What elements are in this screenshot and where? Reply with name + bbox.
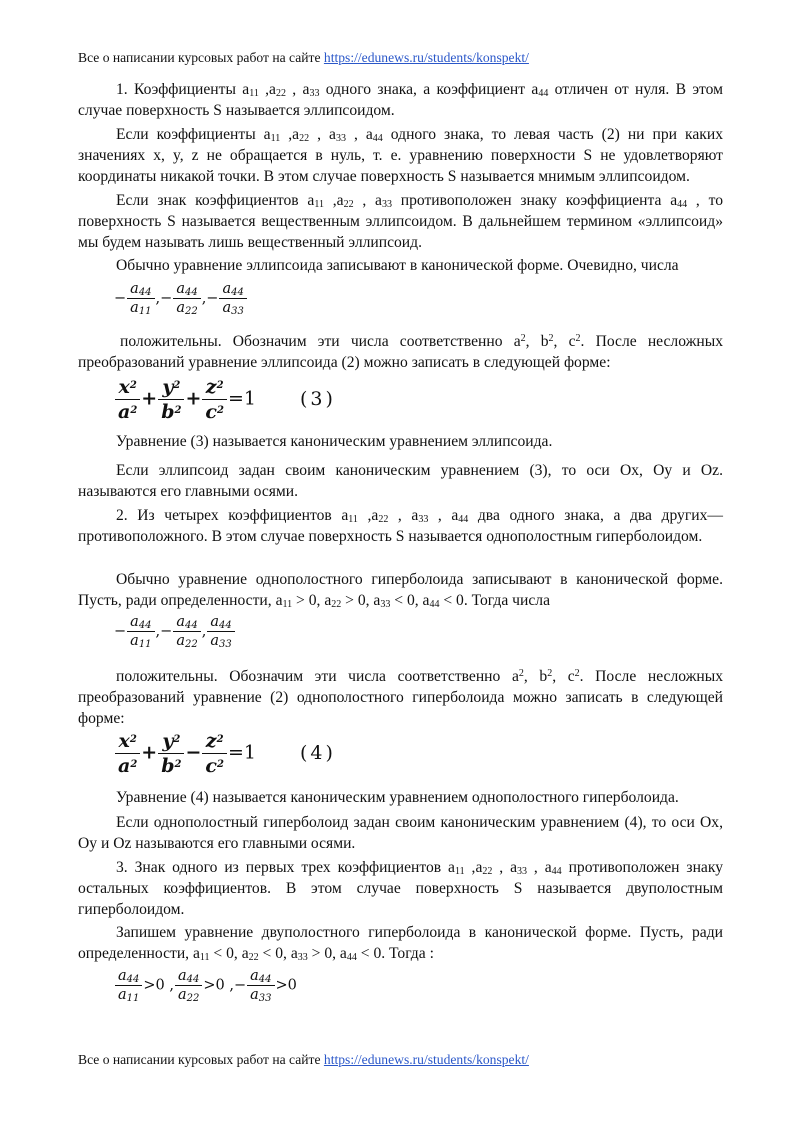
operator: + xyxy=(141,387,158,410)
subscript: 22 xyxy=(343,199,354,210)
subscript: 22 xyxy=(275,88,286,99)
numerator: $a_{44}$ xyxy=(115,968,142,986)
subscript: 33 xyxy=(517,866,528,877)
fraction xyxy=(158,376,184,423)
numerator: $a_{44}$ xyxy=(173,281,200,299)
text-run: Обычно уравнение однополостного гиперболоида записывают в канонической форме. Пусть, ради определенности, a xyxy=(78,571,723,609)
text-run: < 0, a xyxy=(209,945,249,962)
text-run: ,a xyxy=(258,81,276,98)
denominator: $a_{22}$ xyxy=(177,987,200,1004)
denominator: $a_{11}$ xyxy=(130,300,152,317)
operator: − xyxy=(185,741,202,764)
text-run: < 0, a xyxy=(258,945,298,962)
header-text: Все о написании курсовых работ на сайте xyxy=(78,50,324,65)
footer-link[interactable]: https://edunews.ru/students/konspekt/ xyxy=(323,1052,529,1067)
superscript: 2 xyxy=(518,668,524,679)
text-run: . После несложных преобразований уравнение эллипсоида (2) можно записать в следующей форме: xyxy=(78,333,723,371)
numerator: $y^2$ xyxy=(158,730,184,754)
subscript: 22 xyxy=(248,952,259,963)
text-run: Запишем уравнение двуполостного гиперболоида в канонической форме. Пусть, ради определенности, a xyxy=(78,924,723,962)
equation-number: (4) xyxy=(299,741,336,764)
equation-3 xyxy=(114,376,336,423)
subscript: 11 xyxy=(270,133,281,144)
subscript: 22 xyxy=(331,599,342,610)
paragraph-7: Если эллипсоид задан своим каноническим уравнением (3), то оси Ox, Oy и Oz. называются его главными осями. xyxy=(78,462,723,500)
subscript: 44 xyxy=(429,599,440,610)
equation-4 xyxy=(114,730,336,777)
fraction xyxy=(173,281,200,316)
paragraph-13 xyxy=(78,857,723,920)
subscript: 33 xyxy=(297,952,308,963)
denominator: $a_{22}$ xyxy=(176,300,198,317)
text-run: , a xyxy=(353,192,382,209)
text-run: > 0, a xyxy=(307,945,347,962)
text-run: , a xyxy=(309,126,336,143)
operator: >0 xyxy=(275,977,297,994)
denominator: $a_{11}$ xyxy=(130,633,152,650)
text-run: противоположен знаку остальных коэффициентов. В этом случае поверхность S называется двуполостным гиперболоидом. xyxy=(78,859,723,918)
denominator: $a_{22}$ xyxy=(176,633,198,650)
denominator: $b^2$ xyxy=(161,401,182,423)
operator: >0 , xyxy=(143,977,174,994)
text-run: отличен от нуля. В этом случае поверхность S называется эллипсоидом. xyxy=(78,81,723,119)
subscript: 11 xyxy=(199,952,210,963)
text-run: , a xyxy=(345,126,373,143)
numerator: $a_{44}$ xyxy=(175,968,202,986)
subscript: 33 xyxy=(381,199,392,210)
numerator: $x^2$ xyxy=(115,730,140,754)
paragraph-2 xyxy=(78,124,723,187)
operator: + xyxy=(185,387,202,410)
operator: − xyxy=(114,290,127,307)
footer-text: Все о написании курсовых работ на сайте xyxy=(78,1052,324,1067)
fraction xyxy=(175,968,202,1003)
text-run: , c xyxy=(552,668,575,685)
denominator: $b^2$ xyxy=(161,755,182,777)
fraction xyxy=(115,968,142,1003)
text-run: два одного знака, а два других—противоположного. В этом случае поверхность S называется однополостным гиперболоидом. xyxy=(78,507,723,545)
fraction-list-2 xyxy=(114,614,236,649)
denominator: $a_{33}$ xyxy=(222,300,244,317)
paragraph-3 xyxy=(78,190,723,253)
text-run: ,a xyxy=(324,192,344,209)
paragraph-11: Уравнение (4) называется каноническим уравнением однополостного гиперболоида. xyxy=(116,789,679,806)
paragraph-12: Если однополостный гиперболоид задан своим каноническим уравнением (4), то оси Ox, Oy и Oz называются его главными осями. xyxy=(78,814,723,852)
subscript: 11 xyxy=(282,599,293,610)
text-run: 3. Знак одного из первых трех коэффициентов a xyxy=(116,859,455,876)
numerator: $z^2$ xyxy=(202,376,227,400)
fraction xyxy=(127,614,154,649)
subscript: 44 xyxy=(346,952,357,963)
numerator: $z^2$ xyxy=(202,730,227,754)
text-run: Если коэффициенты a xyxy=(116,126,271,143)
equation-rhs: =1 xyxy=(227,387,256,410)
text-run: 1. Коэффициенты a xyxy=(116,81,250,98)
paragraph-9 xyxy=(78,569,723,611)
text-run: > 0, a xyxy=(292,592,332,609)
text-run: ,a xyxy=(464,859,483,876)
denominator: $c^2$ xyxy=(205,755,224,777)
subscript: 11 xyxy=(314,199,324,210)
text-run: < 0. Тогда : xyxy=(356,945,434,962)
fraction xyxy=(207,614,234,649)
subscript: 33 xyxy=(309,88,320,99)
text-run: положительны. Обозначим эти числа соответственно a xyxy=(116,668,519,685)
text-run: Если знак коэффициентов a xyxy=(116,192,315,209)
text-run: одного знака, а коэффициент a xyxy=(319,81,539,98)
subscript: 22 xyxy=(482,866,493,877)
paragraph-1 xyxy=(78,79,723,121)
text-run: , a xyxy=(388,507,419,524)
text-run: 2. Из четырех коэффициентов a xyxy=(116,507,349,524)
equation-rhs: =1 xyxy=(227,741,256,764)
subscript: 11 xyxy=(454,866,465,877)
denominator: $a^2$ xyxy=(118,401,138,423)
paragraph-14 xyxy=(78,922,723,964)
text-run: , a xyxy=(428,507,459,524)
numerator: $a_{44}$ xyxy=(127,614,154,632)
operator: >0 ,− xyxy=(203,977,247,994)
fraction xyxy=(115,376,140,423)
operator: ,− xyxy=(201,290,219,307)
superscript: 2 xyxy=(548,333,554,344)
subscript: 44 xyxy=(372,133,383,144)
text-run: . После несложных преобразований уравнение (2) однополостного гиперболоида можно записать в следующей форме: xyxy=(78,668,724,727)
fraction xyxy=(202,730,227,777)
denominator: $c^2$ xyxy=(205,401,224,423)
fraction xyxy=(202,376,227,423)
superscript: 2 xyxy=(520,333,526,344)
text-run: ,a xyxy=(280,126,300,143)
subscript: 22 xyxy=(299,133,310,144)
numerator: $x^2$ xyxy=(115,376,140,400)
denominator: $a_{11}$ xyxy=(118,987,140,1004)
page-footer xyxy=(78,1052,529,1068)
text-run: , b xyxy=(525,333,549,350)
subscript: 11 xyxy=(249,88,259,99)
denominator: $a_{33}$ xyxy=(210,633,232,650)
text-run: одного знака, то левая часть (2) ни при каких значениях x, y, z не обращается в нуль, т. е. уравнению поверхности S не удовлетворяют координаты никакой точки. В этом случае поверхность S называется мнимым эллипсоидом. xyxy=(78,126,724,185)
fraction xyxy=(115,730,140,777)
paragraph-8 xyxy=(78,505,723,547)
superscript: 2 xyxy=(547,668,553,679)
subscript: 33 xyxy=(418,514,429,525)
paragraph-10 xyxy=(78,666,723,729)
text-run: > 0, a xyxy=(341,592,381,609)
fraction xyxy=(247,968,274,1003)
text-run: , a xyxy=(492,859,518,876)
subscript: 33 xyxy=(335,133,346,144)
subscript: 44 xyxy=(551,866,562,877)
numerator: $y^2$ xyxy=(158,376,184,400)
inequality-list xyxy=(114,968,297,1003)
numerator: $a_{44}$ xyxy=(207,614,234,632)
superscript: 2 xyxy=(575,333,581,344)
fraction xyxy=(158,730,184,777)
text-run: < 0, a xyxy=(390,592,430,609)
subscript: 44 xyxy=(458,514,469,525)
text-run: , то поверхность S называется вещественным эллипсоидом. В дальнейшем термином «эллипсоид» мы будем называть лишь вещественный эллипсоид. xyxy=(78,192,723,251)
fraction xyxy=(127,281,154,316)
numerator: $a_{44}$ xyxy=(219,281,246,299)
text-run: , a xyxy=(527,859,552,876)
numerator: $a_{44}$ xyxy=(173,614,200,632)
text-run: положительны. Обозначим эти числа соответственно a xyxy=(120,333,521,350)
denominator: $a_{33}$ xyxy=(250,987,272,1004)
subscript: 33 xyxy=(380,599,391,610)
numerator: $a_{44}$ xyxy=(247,968,274,986)
page-header xyxy=(78,50,529,66)
paragraph-5 xyxy=(78,331,723,373)
paragraph-6: Уравнение (3) называется каноническим уравнением эллипсоида. xyxy=(116,433,553,450)
paragraph-4: Обычно уравнение эллипсоида записывают в канонической форме. Очевидно, числа xyxy=(116,257,679,274)
text-run: , a xyxy=(285,81,310,98)
text-run: противоположен знаку коэффициента a xyxy=(391,192,678,209)
numerator: $a_{44}$ xyxy=(127,281,154,299)
text-run: , c xyxy=(553,333,576,350)
fraction xyxy=(219,281,246,316)
operator: ,− xyxy=(155,623,173,640)
superscript: 2 xyxy=(574,668,580,679)
text-run: ,a xyxy=(357,507,379,524)
operator: ,− xyxy=(155,290,173,307)
header-link[interactable]: https://edunews.ru/students/konspekt/ xyxy=(323,50,529,65)
fraction xyxy=(173,614,200,649)
text-run: < 0. Тогда числа xyxy=(439,592,550,609)
denominator: $a^2$ xyxy=(118,755,138,777)
fraction-list-1 xyxy=(114,281,248,316)
operator: − xyxy=(114,623,127,640)
subscript: 11 xyxy=(348,514,358,525)
equation-number: (3) xyxy=(299,387,336,410)
operator: + xyxy=(141,741,158,764)
text-run: , b xyxy=(523,668,548,685)
operator: , xyxy=(201,623,207,640)
subscript: 22 xyxy=(378,514,389,525)
subscript: 44 xyxy=(677,199,688,210)
subscript: 44 xyxy=(538,88,549,99)
